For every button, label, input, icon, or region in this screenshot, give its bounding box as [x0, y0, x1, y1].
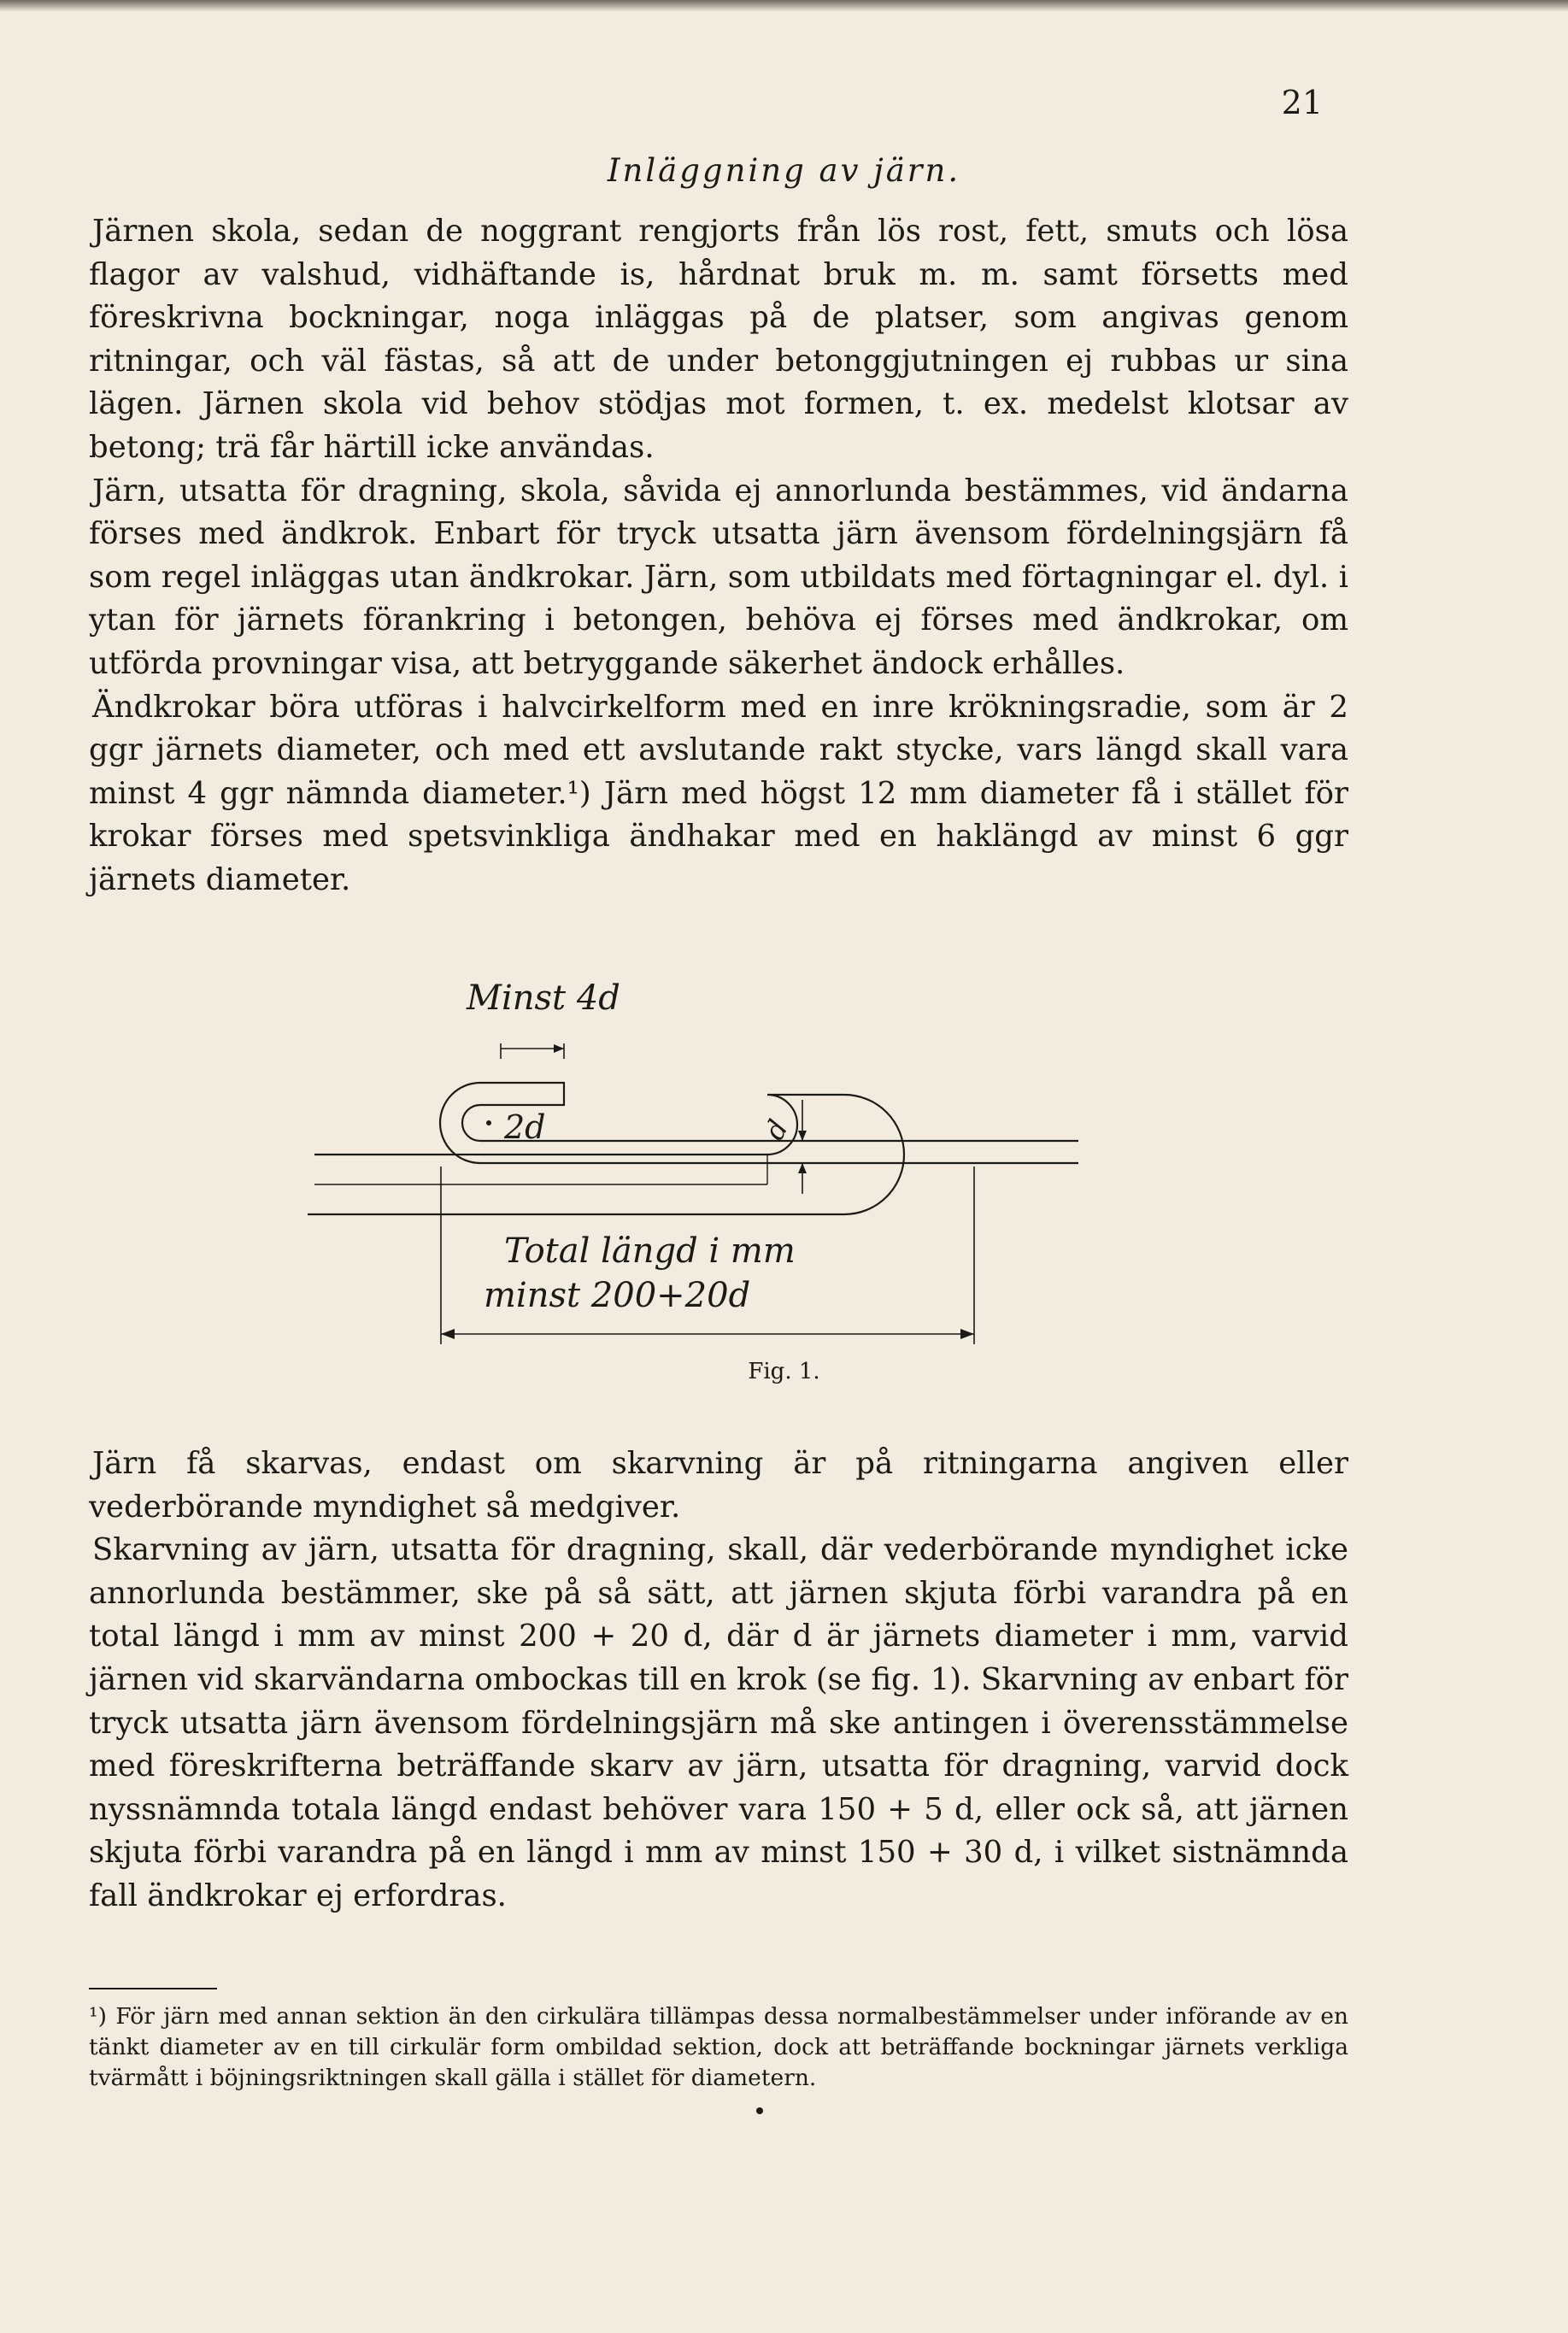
section-heading: Inläggning av järn.: [607, 152, 961, 189]
arrowhead-d-up: [798, 1163, 807, 1173]
arrowhead-4d-right: [554, 1044, 564, 1053]
print-dot: [756, 2107, 763, 2114]
splice-diagram: [299, 970, 1102, 1363]
arrowhead-d-down: [798, 1131, 807, 1141]
figure-caption: Fig. 1.: [748, 1359, 820, 1384]
paragraph-splicing-permission: Järn få skarvas, endast om skarvning är på ritningarna angiven eller vederbörande myndighet så medgiver.: [89, 1446, 1348, 1525]
lower-bar-inner: [314, 1155, 767, 1184]
page-edge-shadow: [0, 0, 1568, 12]
page-number: 21: [1281, 84, 1323, 121]
arrowhead-total-left: [441, 1329, 455, 1339]
label-minst-200-20d: minst 200+20d: [484, 1276, 751, 1315]
paragraph-cleaning: Järnen skola, sedan de noggrant rengjorts från lös rost, fett, smuts och lösa flagor av valshud, vidhäftande is, hårdnat bruk m. m. samt försetts med föreskrivna bockningar, noga inläggas på de platser, som angivas genom ritningar, och väl fästas, så att de under betonggjutningen ej rubbas ur sina lägen. Järnen skola vid behov stödjas mot formen, t. ex. medelst klotsar av betong; trä får härtill icke användas.: [89, 214, 1348, 465]
paragraph-end-hooks: Järn, utsatta för dragning, skola, såvida ej annorlunda bestämmes, vid ändarna förses med ändkrok. Enbart för tryck utsatta järn ävensom fördelningsjärn få som regel inläggas utan ändkrokar. Järn, som utbildats med förtagningar el. dyl. i ytan för järnets förankring i betongen, behöva ej förses med ändkrokar, om utförda provningar visa, att betryggande säkerhet ändock erhålles.: [89, 473, 1348, 681]
label-2d: 2d: [504, 1108, 546, 1146]
paragraph-hook-shape: Ändkrokar böra utföras i halvcirkelform med en inre krökningsradie, som är 2 ggr järnets diameter, och med ett avslutande rakt stycke, vars längd skall vara minst 4 ggr nämnda diameter.¹) Järn med högst 12 mm diameter få i stället för krokar förses med spetsvinkliga ändhakar med en haklängd av minst 6 ggr järnets diameter.: [89, 689, 1348, 897]
splice-diagram-svg: [299, 970, 1102, 1363]
paragraph-splicing-method: Skarvning av järn, utsatta för dragning, skall, där vederbörande myndighet icke annorlunda bestämmer, ske på så sätt, att järnen skjuta förbi varandra på en total längd i mm av minst 200 + 20 d, där d är järnets diameter i mm, varvid järnen vid skarvändarna ombockas till en krok (se fig. 1). Skarvning av enbart för tryck utsatta järn ävensom fördelningsjärn må ske antingen i överensstämmelse med föreskrifterna beträffande skarv av järn, utsatta för dragning, varvid dock nyssnämnda totala längd endast behöver vara 150 + 5 d, eller ock så, att järnen skjuta förbi varandra på en längd i mm av minst 150 + 30 d, i vilket sistnämnda fall ändkrokar ej erfordras.: [89, 1532, 1348, 1913]
footnote: ¹) För järn med annan sektion än den cirkulära tillämpas dessa normalbestämmelser under införande av en tänkt diameter av en till cirkulär form ombildad sektion, dock att beträffande bockningar järnets verkliga tvärmått i böjningsriktningen skall gälla i stället för diametern.: [89, 2003, 1348, 2091]
label-d: d: [757, 1114, 795, 1146]
text-block-after-figure: [89, 1443, 1348, 1919]
label-total-length: Total längd i mm: [504, 1231, 796, 1271]
label-minst-4d: Minst 4d: [467, 978, 620, 1018]
arrowhead-total-right: [960, 1329, 974, 1339]
text-block-before-figure: [89, 210, 1348, 902]
footnote-divider: [89, 1988, 217, 1989]
radius-center-dot: [486, 1120, 491, 1125]
lower-bar: [308, 1095, 904, 1214]
